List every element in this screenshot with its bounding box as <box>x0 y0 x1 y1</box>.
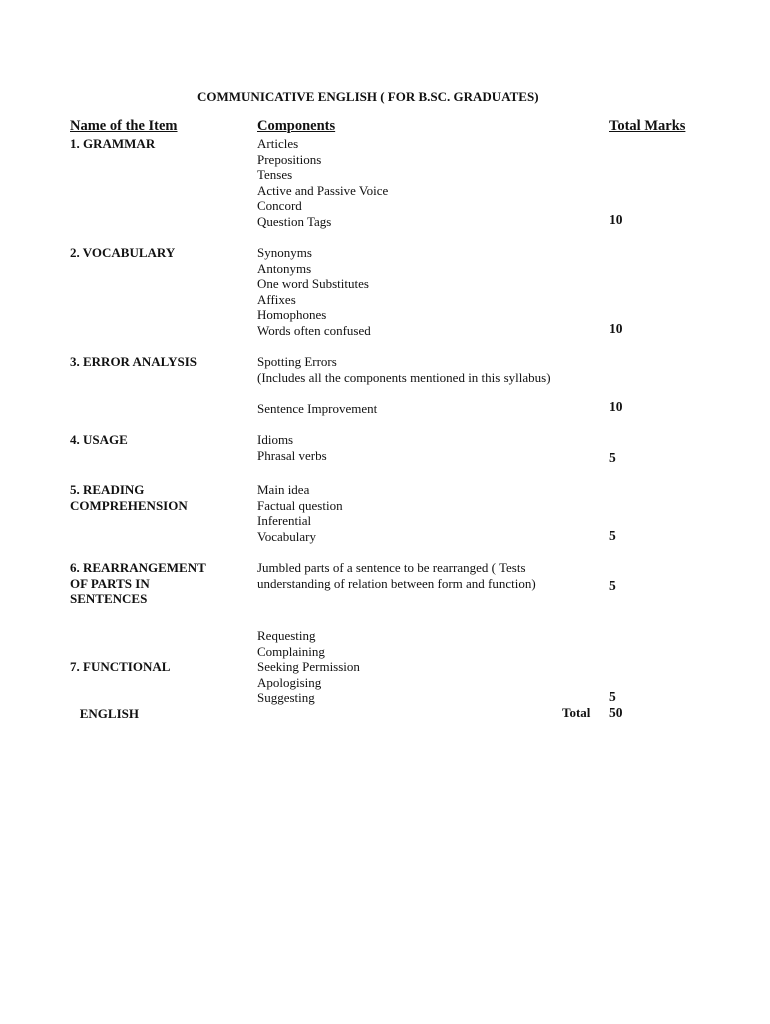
section-7-item-line: ENGLISH <box>70 705 139 721</box>
component: Apologising <box>257 674 322 690</box>
section-2-marks: 10 <box>609 321 623 336</box>
component: Homophones <box>257 307 327 322</box>
component: Main idea <box>257 482 310 497</box>
header-item: Name of the Item <box>70 118 178 134</box>
section-4-item-line: 4. USAGE <box>70 432 128 447</box>
section-6-item-line: 6. REARRANGEMENT <box>70 560 206 575</box>
component: Jumbled parts of a sentence to be rearranged ( Tests <box>257 560 526 575</box>
section-4-item <box>70 432 128 448</box>
section-3-marks: 10 <box>609 399 623 414</box>
component: Inferential <box>257 513 312 528</box>
header-total-marks: Total Marks <box>609 118 686 134</box>
section-2-item-line: 2. VOCABULARY <box>70 245 176 260</box>
section-3-components <box>257 354 551 416</box>
component: Prepositions <box>257 151 322 167</box>
total-value: 50 <box>609 705 623 720</box>
section-1-marks: 10 <box>609 212 623 227</box>
component: Synonyms <box>257 245 312 260</box>
section-5-item <box>70 482 188 513</box>
component: Tenses <box>257 167 293 182</box>
component: Vocabulary <box>257 528 316 544</box>
section-4-marks: 5 <box>609 450 616 465</box>
section-5-marks: 5 <box>609 528 616 543</box>
section-5-components <box>257 482 343 544</box>
component-spacer <box>257 385 551 401</box>
component: One word Substitutes <box>257 276 369 291</box>
section-7-components <box>257 628 360 706</box>
component: Factual question <box>257 497 343 513</box>
total-label: Total <box>562 705 591 720</box>
component: Active and Passive Voice <box>257 182 389 198</box>
section-3-item-line: 3. ERROR ANALYSIS <box>70 354 198 369</box>
section-6-components <box>257 560 536 591</box>
component: Sentence Improvement <box>257 400 378 416</box>
component: Requesting <box>257 628 316 643</box>
section-7-item-line: 7. FUNCTIONAL <box>70 659 171 674</box>
component: (Includes all the components mentioned in this syllabus) <box>257 369 551 385</box>
component: Concord <box>257 198 302 213</box>
section-4-components <box>257 432 327 463</box>
component: Articles <box>257 136 299 151</box>
section-2-components <box>257 245 371 338</box>
section-1-components <box>257 136 388 229</box>
section-1-item-line: 1. GRAMMAR <box>70 136 156 151</box>
section-6-item <box>70 560 206 607</box>
component: understanding of relation between form and function) <box>257 575 536 591</box>
component: Question Tags <box>257 213 332 229</box>
section-1-item <box>70 136 155 152</box>
component: Idioms <box>257 432 294 447</box>
document-title: COMMUNICATIVE ENGLISH ( FOR B.SC. GRADUATES) <box>197 89 539 104</box>
section-5-item-line: 5. READING <box>70 482 145 497</box>
component: Spotting Errors <box>257 354 337 369</box>
component: Words often confused <box>257 322 371 338</box>
component: Suggesting <box>257 690 315 705</box>
section-6-item-line: OF PARTS IN <box>70 575 150 591</box>
header-components: Components <box>257 118 336 134</box>
component: Seeking Permission <box>257 659 360 674</box>
section-7-marks: 5 <box>609 689 616 704</box>
section-3-item <box>70 354 197 370</box>
section-6-marks: 5 <box>609 578 616 593</box>
section-6-item-line: SENTENCES <box>70 591 148 606</box>
section-2-item <box>70 245 175 261</box>
component: Phrasal verbs <box>257 447 327 463</box>
component: Affixes <box>257 291 296 307</box>
section-5-item-line: COMPREHENSION <box>70 497 188 513</box>
component: Antonyms <box>257 260 312 276</box>
section-7-item <box>70 628 170 752</box>
component: Complaining <box>257 643 325 659</box>
